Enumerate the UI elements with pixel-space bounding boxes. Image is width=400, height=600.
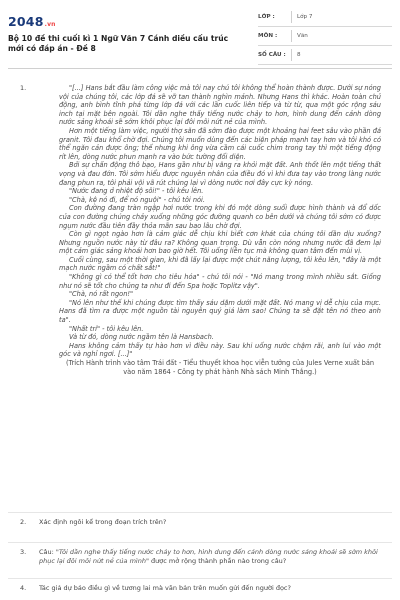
header-divider [8, 68, 392, 69]
quoted-sentence: Tôi dần nghe thấy tiếng nước chảy to hơn, hình dung đến cảnh dòng nước sảng khoái sẽ sớm khôi phục lại đôi môi nứt nẻ của mình [39, 548, 378, 565]
question-text: Tác giả dự báo điều gì về tương lai mà văn bản trên muốn gửi đến người đọc? [39, 584, 291, 592]
info-separator [291, 30, 292, 42]
passage-source: (Trích Hành trình vào tâm Trái đất - Tiểu thuyết khoa học viễn tưởng của Jules Verne xuất bản vào năm 1864 - Công ty phát hành Nhà sách Minh Thắng.) [65, 359, 375, 376]
info-label: LỚP : [258, 14, 275, 20]
passage-paragraph: "Chà, nó rất ngon!" [69, 290, 134, 299]
passage-paragraph: Bởi sự chấn động thô bạo, Hans gần như bị văng ra khỏi mặt đất. Anh thốt lên một tiếng thất vọng và đau đớn. Tôi sớm hiểu được nguyên nhân của điều đó vì khi đưa tay vào trong làng nước đang phun ra, tôi phải vội vã rút chúng lại vì dòng nước nơi đây cực kỳ nóng. [59, 161, 381, 187]
question-number: 4. [20, 584, 27, 592]
info-separator [291, 11, 292, 23]
passage-paragraph: Hơn một tiếng làm việc, người thợ săn đã sớm đào được một khoảng hai feet sâu vào phần đá granit. Tôi đau khổ chờ đợi. Chúng tôi muốn dùng đến các biện pháp mạnh tay hơn và tôi khó có thể ngăn cản được ông; thế nhưng khi ông vừa cầm cái cuốc chim trong tay thì một tiếng động rít lên, dòng nước phun mạnh ra vào bức tường đối diện. [59, 126, 381, 161]
info-value: Lớp 7 [297, 14, 313, 20]
info-separator [291, 49, 292, 61]
info-row-subject [258, 27, 392, 46]
document-title: Bộ 10 đề thi cuối kì 1 Ngữ Văn 7 Cánh diều cấu trúc mới có đáp án - Đề 8 [8, 34, 229, 53]
passage-paragraph: "Nhất trí" - tôi kêu lên. [69, 324, 144, 333]
passage-paragraph: Cuối cùng, sau một thời gian, khi đã lấy lại được một chút năng lượng, tôi kêu lên, "đây là một mạch nước ngầm có chất sắt!" [59, 255, 381, 273]
question-divider [8, 542, 392, 543]
passage-paragraph: "Nước đang ở nhiệt độ sôi!" - tôi kêu lên. [69, 187, 204, 196]
passage-paragraph: Còn gì ngọt ngào hơn là cảm giác dễ chịu khi biết cơn khát của chúng tôi dần dịu xuống? Nhưng nguồn nước này từ đâu ra? Không quan trọng. Dù vẫn còn nóng nhưng nước đã đem lại một cảm giác sảng khoái hơn bao giờ hết. Tôi uống liền tục mà không quan tâm đến mùi vị. [59, 230, 381, 256]
question-number: 1. [20, 84, 27, 92]
info-value: Văn [297, 33, 308, 39]
question-number: 3. [20, 548, 27, 556]
info-panel [258, 8, 392, 65]
question-divider [8, 578, 392, 579]
passage-paragraph: "[...] Hans bắt đầu làm công việc mà tôi nay chú tôi không thể hoàn thành được. Dưới sự nóng vội của chúng tôi, các lớp đá sẽ vỡ tan thành nghìn mảnh. Nhưng Hans thì khác. Hoàn toàn chủ động, anh bình tĩnh phá từng lớp đá với các lần cuốc liên tiếp và từ từ, qua một góc rộng sáu inch tại mặt bên ngoài. Tôi dần nghe thấy tiếng nước chảy to hơn, hình dung đến cảnh dòng nước sảng khoái sẽ sớm khôi phục lại đôi môi nứt nẻ của mình. [59, 84, 381, 127]
passage-paragraph: Hans không cảm thấy tự hào hơn vì điều này. Sau khi uống nước chậm rãi, anh lui vào một góc và nghỉ ngơi. [...]" [59, 341, 381, 359]
question-number: 2. [20, 518, 27, 526]
passage-paragraph: "Không gì có thể tốt hơn cho tiêu hóa" - chú tôi nói - "Nó mang trong mình nhiều sắt. Giống như nó sẽ tốt cho chúng ta như đi đến Spa hoặc Toplitz vậy". [59, 273, 381, 290]
passage-paragraph: Con đường đang tràn ngập hơi nước trong khi đó một dòng suối được hình thành và đổ dốc của con đường chúng chảy xuống những góc đường quanh co bên dưới và chúng tôi sớm có được ngụm nước đầu tiên đầy thỏa mãn sau bao lâu chờ đợi. [59, 204, 381, 230]
question-text: Xác định ngôi kể trong đoạn trích trên? [39, 518, 167, 526]
passage-paragraph: "Nó lên như thế khi chúng được tìm thấy sáu dặm dưới mặt đất. Nó mang vị dễ chịu của mực. Hans đã tìm ra được một nguồn tài nguyên quý giá làm sao! Chúng ta sẽ đặt tên nó theo anh ta". [59, 298, 381, 325]
info-label: MÔN : [258, 33, 278, 39]
info-row-class [258, 8, 392, 27]
passage-paragraph: "Chà, kệ nó đi, để nó nguội" - chú tôi nói. [69, 195, 205, 204]
question-text: Câu: "Tôi dần nghe thấy tiếng nước chảy to hơn, hình dung đến cảnh dòng nước sảng khoái sẽ sớm khôi phục lại đôi môi nứt nẻ của mình" được mở rộng thành phần nào trong câu? [39, 548, 378, 565]
info-row-count [258, 46, 392, 65]
logo-suffix: .vn [44, 21, 56, 28]
info-value: 8 [297, 52, 301, 58]
passage-paragraph: Và từ đó, dòng nước ngầm tên là Hansbach. [69, 333, 214, 342]
header [8, 8, 392, 64]
question-divider [8, 512, 392, 513]
reading-passage [59, 84, 381, 376]
info-label: SỐ CÂU : [258, 52, 286, 58]
site-logo[interactable]: 2048.vn [8, 14, 56, 29]
